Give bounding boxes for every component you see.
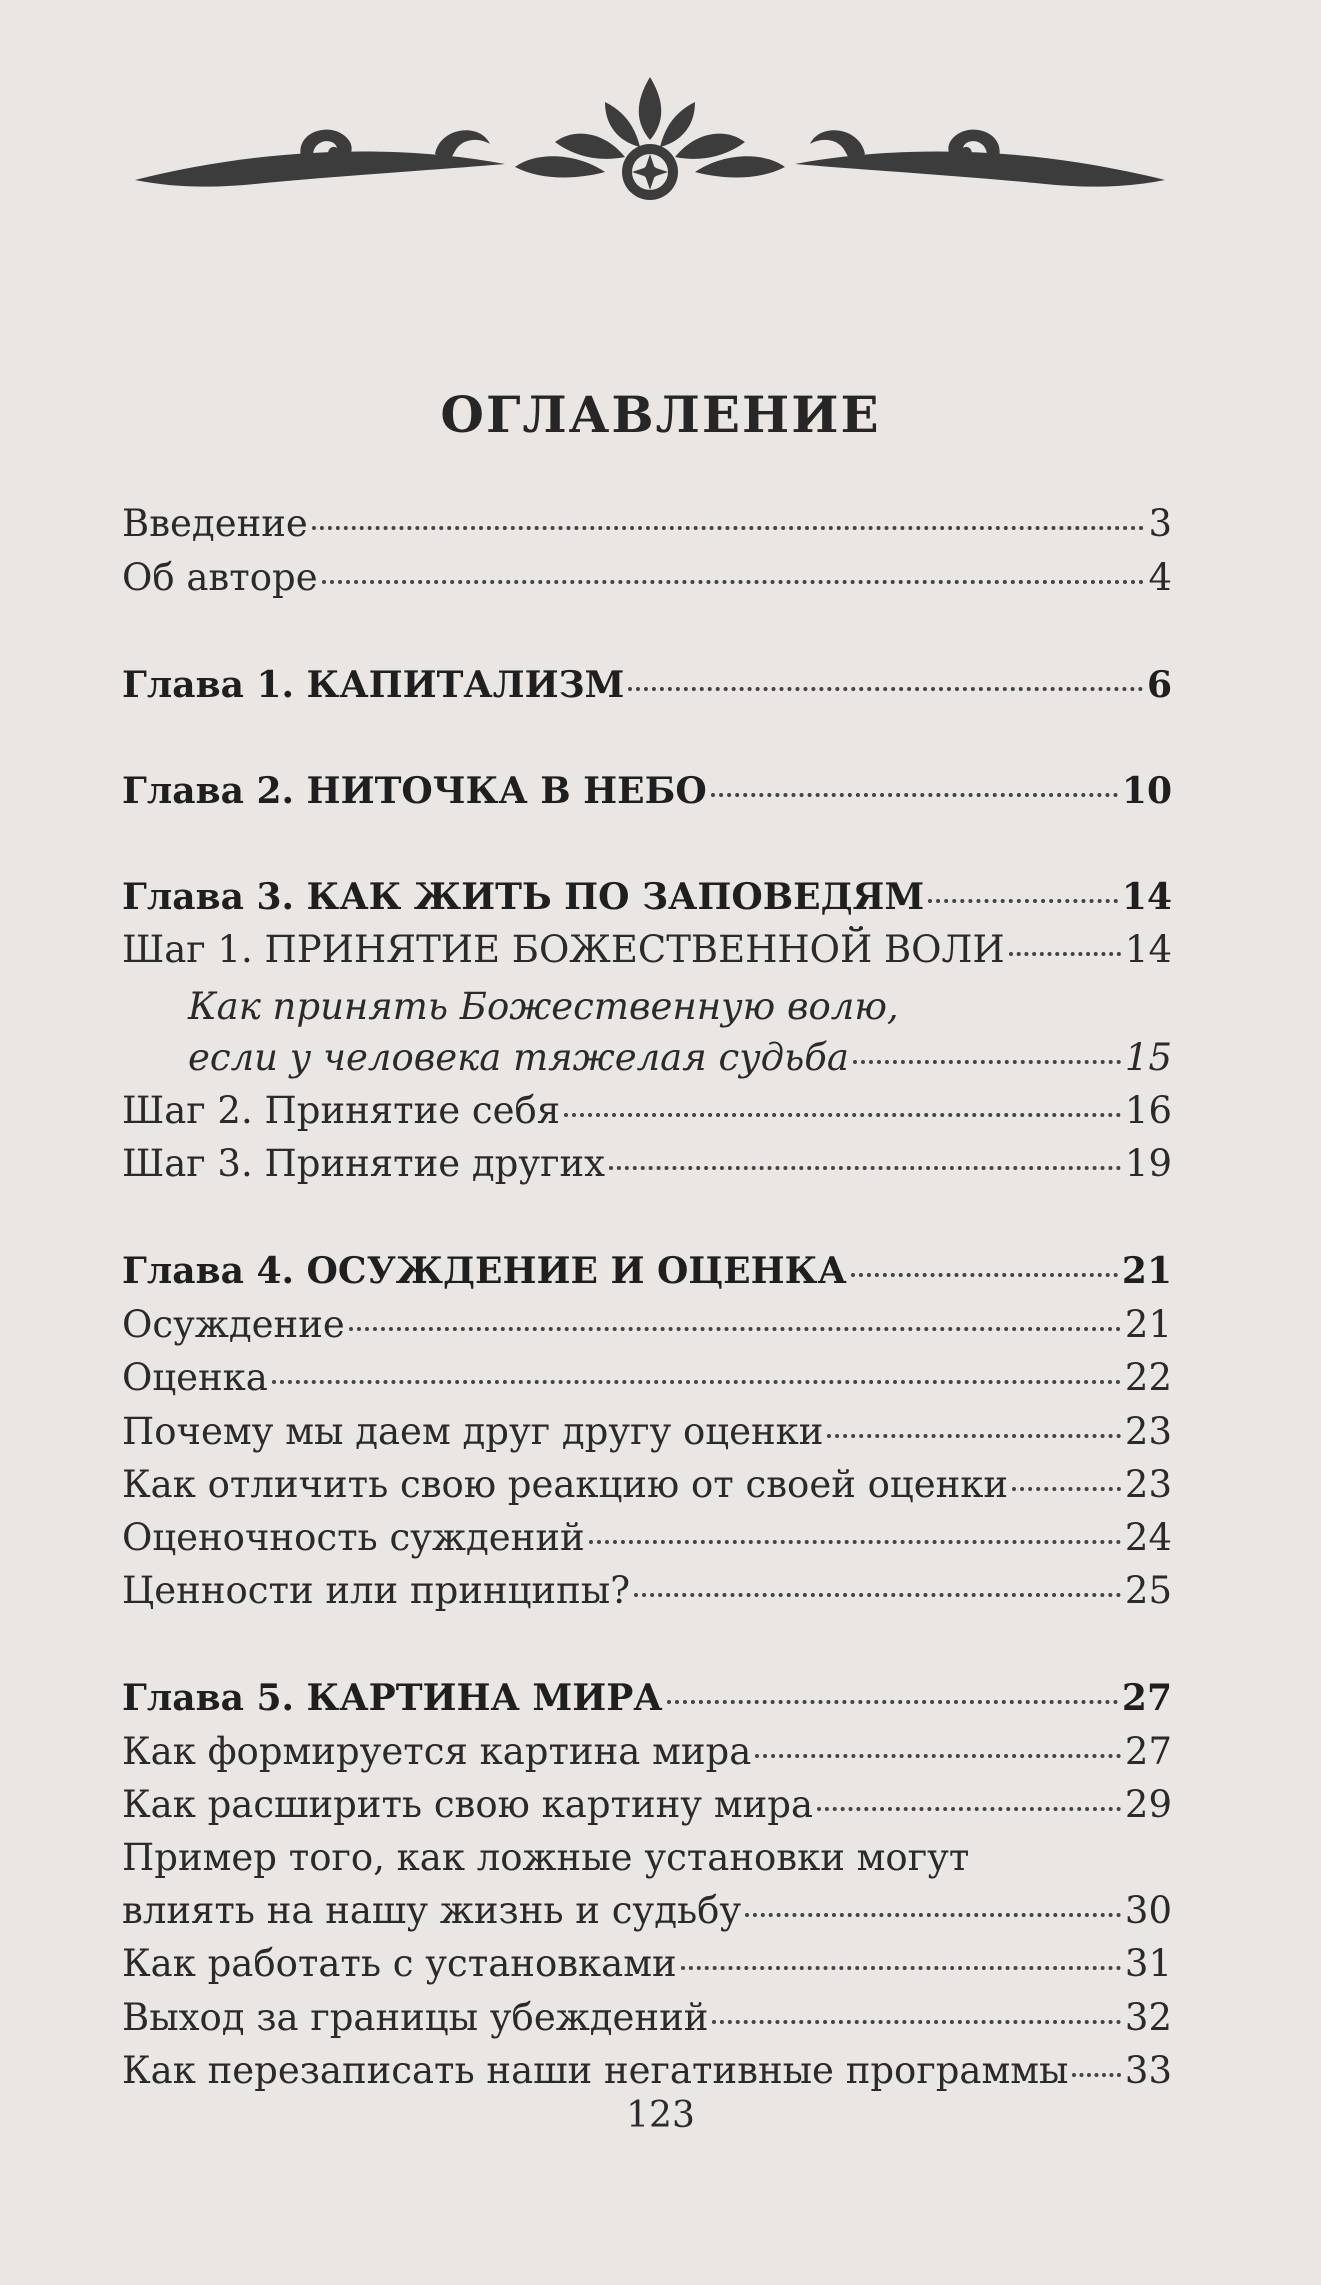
toc-entry <box>122 500 1172 548</box>
toc-page-number: 29 <box>1124 1783 1172 1826</box>
toc-entry-label: Введение <box>122 502 308 545</box>
leader-dots <box>667 1700 1118 1704</box>
toc-entry <box>122 1301 1172 1349</box>
toc-entry-label: Ценности или принципы? <box>122 1569 631 1612</box>
leader-dots <box>564 1113 1121 1117</box>
toc-entry <box>122 1728 1172 1776</box>
leader-dots <box>628 687 1143 691</box>
toc-entry <box>122 1940 1172 1988</box>
toc-entry-label: Пример того, как ложные установки могут <box>122 1836 970 1879</box>
toc-page-number: 14 <box>1121 876 1172 918</box>
leader-dots <box>851 1273 1118 1277</box>
toc-chapter <box>122 873 1172 921</box>
toc-entry-label: Как отличить свою реакцию от своей оценки <box>122 1463 1009 1506</box>
toc-subentry <box>188 1034 1172 1082</box>
leader-dots <box>712 2020 1120 2024</box>
toc-page-number: 31 <box>1124 1942 1172 1985</box>
leader-dots <box>755 1754 1121 1758</box>
toc-chapter <box>122 1674 1172 1722</box>
toc-entry-label: Глава 5. КАРТИНА МИРА <box>122 1677 663 1719</box>
leader-dots <box>609 1166 1121 1170</box>
toc-page-number: 23 <box>1124 1410 1172 1453</box>
leader-dots <box>711 793 1118 797</box>
toc-entry <box>122 1354 1172 1402</box>
leader-dots <box>928 899 1118 903</box>
toc-entry-label: Оценка <box>122 1356 268 1399</box>
leader-dots <box>745 1913 1121 1917</box>
toc-page-number: 21 <box>1124 1303 1172 1346</box>
toc-entry-label: Глава 4. ОСУЖДЕНИЕ И ОЦЕНКА <box>122 1250 847 1292</box>
toc-page-number: 15 <box>1124 1036 1172 1079</box>
toc-entry <box>122 2047 1172 2095</box>
leader-dots <box>349 1327 1121 1331</box>
toc-page-number: 23 <box>1124 1463 1172 1506</box>
toc-entry <box>122 1781 1172 1829</box>
toc-page-number: 21 <box>1121 1250 1172 1292</box>
leader-dots <box>312 526 1145 530</box>
toc-entry <box>122 1087 1172 1135</box>
toc-entry <box>122 1994 1172 2042</box>
toc-entry-label: Оценочность суждений <box>122 1516 585 1559</box>
toc-page-number: 10 <box>1121 770 1172 812</box>
page-number: 123 <box>626 2095 695 2136</box>
toc-page-number: 25 <box>1124 1569 1172 1612</box>
toc-chapter <box>122 767 1172 815</box>
toc-entry <box>122 1514 1172 1562</box>
decorative-ornament-icon <box>135 72 1165 207</box>
leader-dots <box>1072 2073 1120 2077</box>
toc-entry-label: Глава 1. КАПИТАЛИЗМ <box>122 664 625 706</box>
toc-page-number: 27 <box>1121 1677 1172 1719</box>
toc-chapter <box>122 1247 1172 1295</box>
toc-page-number: 14 <box>1124 928 1172 971</box>
leader-dots <box>1012 1487 1121 1491</box>
toc-entry <box>122 926 1172 974</box>
toc-page-number: 24 <box>1124 1516 1172 1559</box>
toc-entry-label: Как принять Божественную волю, <box>188 985 899 1028</box>
toc-entry-label: Выход за границы убеждений <box>122 1996 709 2039</box>
toc-page-number: 30 <box>1124 1889 1172 1932</box>
toc-entry <box>122 1408 1172 1456</box>
toc-entry-label: Об авторе <box>122 556 318 599</box>
toc-entry-label: Глава 3. КАК ЖИТЬ ПО ЗАПОВЕДЯМ <box>122 876 925 918</box>
toc-entry <box>122 1834 1172 1882</box>
toc-entry-label: Как расширить свою картину мира <box>122 1783 814 1826</box>
toc-page-number: 3 <box>1148 502 1172 545</box>
leader-dots <box>1009 952 1121 956</box>
toc-page-number: 32 <box>1124 1996 1172 2039</box>
toc-entry-label: Глава 2. НИТОЧКА В НЕБО <box>122 770 707 812</box>
toc-page-number: 16 <box>1124 1089 1172 1132</box>
toc-page-number: 22 <box>1124 1356 1172 1399</box>
toc-entry-label: Как формируется картина мира <box>122 1730 752 1773</box>
toc-entry-label: Почему мы даем друг другу оценки <box>122 1410 824 1453</box>
toc-page-number: 6 <box>1146 664 1172 706</box>
toc-entry <box>122 1461 1172 1509</box>
leader-dots <box>817 1807 1121 1811</box>
toc-entry-label: Как перезаписать наши негативные программы <box>122 2049 1069 2092</box>
toc-entry-label: Осуждение <box>122 1303 345 1346</box>
leader-dots <box>272 1380 1121 1384</box>
toc-page-number: 27 <box>1124 1730 1172 1773</box>
toc-entry <box>122 1887 1172 1935</box>
toc-entry <box>122 554 1172 602</box>
leader-dots <box>322 580 1145 584</box>
toc-entry-label: Шаг 2. Принятие себя <box>122 1089 561 1132</box>
page-title: ОГЛАВЛЕНИЕ <box>440 385 881 444</box>
toc-entry-label: если у человека тяжелая судьба <box>188 1036 849 1079</box>
leader-dots <box>827 1434 1120 1438</box>
leader-dots <box>681 1966 1121 1970</box>
toc-entry-label: Шаг 3. Принятие других <box>122 1142 606 1185</box>
toc-entry <box>122 1140 1172 1188</box>
leader-dots <box>634 1593 1121 1597</box>
toc-subentry <box>188 983 1172 1031</box>
toc-chapter <box>122 661 1172 709</box>
toc-entry-label: влиять на нашу жизнь и судьбу <box>122 1889 742 1932</box>
toc-page-number: 19 <box>1124 1142 1172 1185</box>
toc-entry-label: Как работать с установками <box>122 1942 677 1985</box>
toc-page-number: 33 <box>1124 2049 1172 2092</box>
leader-dots <box>853 1060 1121 1064</box>
toc-entry-label: Шаг 1. ПРИНЯТИЕ БОЖЕСТВЕННОЙ ВОЛИ <box>122 928 1005 971</box>
toc-page-number: 4 <box>1148 556 1172 599</box>
leader-dots <box>589 1540 1121 1544</box>
toc-entry <box>122 1567 1172 1615</box>
